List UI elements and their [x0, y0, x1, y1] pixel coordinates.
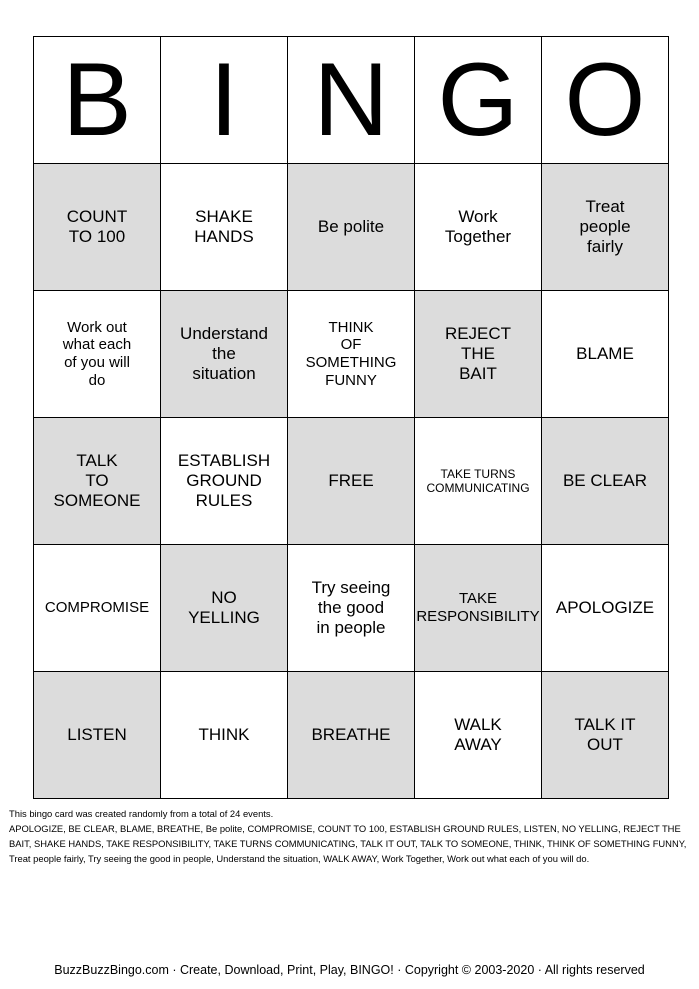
bingo-square	[34, 164, 161, 291]
header-cell-b	[34, 37, 161, 164]
card-notes-intro: This bingo card was created randomly from a total of 24 events.	[9, 808, 274, 819]
bingo-square	[542, 164, 669, 291]
bingo-square	[161, 291, 288, 418]
bingo-square-label: APOLOGIZE	[555, 597, 655, 617]
bingo-card	[33, 36, 669, 799]
bingo-square	[542, 545, 669, 672]
bingo-square-label: WALK AWAY	[454, 714, 502, 754]
header-letter: N	[313, 42, 389, 158]
bingo-square-label: Be polite	[317, 216, 385, 236]
bingo-square	[288, 291, 415, 418]
bingo-square	[542, 291, 669, 418]
bingo-square-label: COMPROMISE	[44, 599, 150, 617]
header-letter: O	[564, 42, 646, 158]
bingo-square-label: THINK OF SOMETHING FUNNY	[305, 318, 397, 389]
bingo-square-label: LISTEN	[67, 724, 127, 744]
bingo-square-label: ESTABLISH GROUND RULES	[177, 450, 271, 511]
bingo-square	[415, 164, 542, 291]
header-letter: B	[62, 42, 132, 158]
header-cell-i	[161, 37, 288, 164]
bingo-square	[161, 418, 288, 545]
bingo-square	[161, 545, 288, 672]
site-footer: BuzzBuzzBingo.com · Create, Download, Print, Play, BINGO! · Copyright © 2003-2020 · All rights reserved	[54, 963, 645, 977]
bingo-square	[288, 164, 415, 291]
bingo-square	[34, 545, 161, 672]
bingo-square	[34, 672, 161, 799]
bingo-square-label: REJECT THE BAIT	[444, 323, 512, 384]
bingo-square-label: NO YELLING	[188, 587, 260, 627]
bingo-square-label: Work out what each of you will do	[62, 318, 132, 389]
bingo-square-label: Try seeing the good in people	[311, 577, 391, 638]
bingo-square-label: Understand the situation	[180, 323, 268, 384]
bingo-square-label: BE CLEAR	[562, 470, 648, 490]
bingo-square-label: BREATHE	[311, 724, 391, 744]
header-cell-g	[415, 37, 542, 164]
bingo-square	[415, 291, 542, 418]
bingo-square	[34, 418, 161, 545]
bingo-square	[161, 672, 288, 799]
bingo-square	[415, 545, 542, 672]
bingo-square-label: TALK TO SOMEONE	[53, 450, 141, 511]
bingo-square	[288, 672, 415, 799]
bingo-square	[34, 291, 161, 418]
header-letter: I	[209, 42, 239, 158]
bingo-square-label: COUNT TO 100	[66, 206, 128, 246]
header-cell-o	[542, 37, 669, 164]
bingo-square-label: Treat people fairly	[579, 196, 631, 257]
bingo-square	[542, 418, 669, 545]
bingo-square	[288, 545, 415, 672]
bingo-square-label: TALK IT OUT	[574, 714, 636, 754]
bingo-square-free	[288, 418, 415, 545]
header-cell-n	[288, 37, 415, 164]
bingo-square	[542, 672, 669, 799]
bingo-square	[161, 164, 288, 291]
bingo-square	[415, 418, 542, 545]
bingo-square-label: TAKE TURNS COMMUNICATING	[426, 466, 530, 495]
bingo-square-label: TAKE RESPONSIBILITY	[416, 590, 540, 625]
bingo-square-label: Work Together	[444, 206, 512, 246]
card-notes	[9, 806, 693, 866]
bingo-square-label: FREE	[328, 470, 374, 490]
header-letter: G	[437, 42, 519, 158]
bingo-square-label: THINK	[198, 724, 250, 744]
bingo-square	[415, 672, 542, 799]
bingo-square-label: BLAME	[576, 343, 634, 363]
card-notes-event-list: APOLOGIZE, BE CLEAR, BLAME, BREATHE, Be polite, COMPROMISE, COUNT TO 100, ESTABLISH GROUND RULES, LISTEN, NO YELLING, REJECT THE BAIT, SHAKE HANDS, TAKE RESPONSIBILITY, TAKE TURNS COMMUNICATING, TALK IT OUT, TALK TO SOMEONE, THINK, THINK OF SOMETHING FUNNY, Treat people fairly, Try seeing the good in people, Understand the situation, WALK AWAY, Work Together, Work out what each of you will do.	[9, 823, 687, 864]
bingo-square-label: SHAKE HANDS	[194, 206, 254, 246]
